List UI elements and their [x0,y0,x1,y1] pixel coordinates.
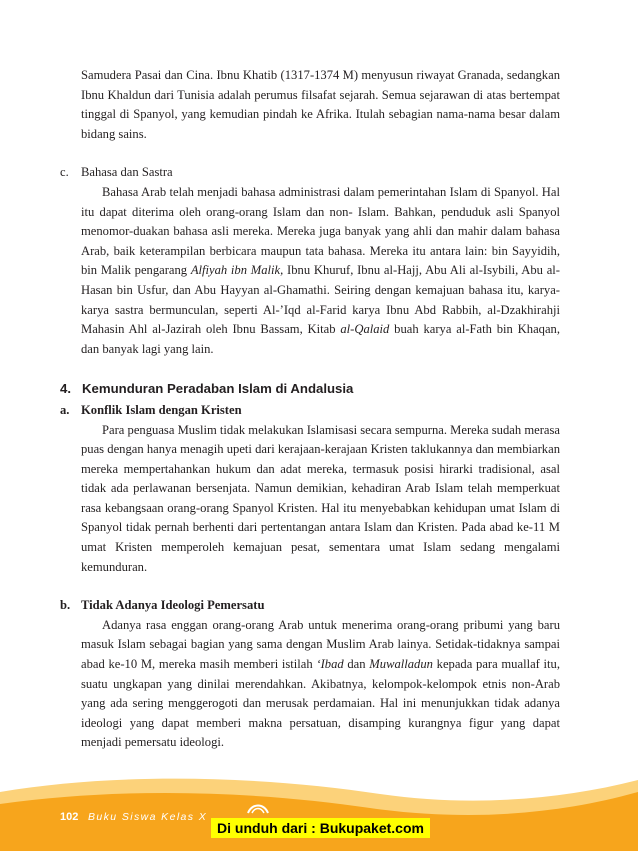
section-4-heading [60,379,560,399]
download-link[interactable]: Di unduh dari : Bukupaket.com [211,818,430,838]
section-a-marker: a. [60,402,70,417]
book-logo-icon [246,797,270,817]
page-content [60,66,560,753]
section-c-title: Bahasa dan Sastra [81,165,173,180]
section-c-heading [60,163,560,183]
section-a-heading [60,401,560,421]
section-c-marker: c. [60,165,69,180]
page-number: 102 [60,811,79,823]
section-a-paragraph: Para penguasa Muslim tidak melakukan Islamisasi secara sempurna. Mereka sudah merasa puas dengan hanya menagih upeti dari kerajaan-kerajaan Kristen taklukannya dan membiarkan mereka mempertahankan hukum dan adat mereka, termasuk posisi hirarki tradisional, asal tidak ada perlawanan bersenjata. Namun demikian, kehadiran Arab Islam telah memperkuat rasa kebangsaan orang-orang Spanyol Kristen. Hal itu menyebabkan kehidupan umat Islam di Spanyol tidak pernah berhenti dari pertentangan antara Islam dan Kristen. Pada abad ke-11 M umat Kristen memperoleh kemajuan pesat, sementara umat Islam sedang mengalami kemunduran. [81,422,560,574]
section-a-title: Konflik Islam dengan Kristen [81,402,242,417]
section-b-marker: b. [60,598,71,613]
section-b-paragraph: Adanya rasa enggan orang-orang Arab untuk menerima orang-orang pribumi yang baru masuk Islam sebagai bagian yang sama dengan Muslim Arab lainya. Setidak-tidaknya sampai abad ke-10 M, mereka masih memberi istilah ‘Ibad dan Muwalladun kepada para muallaf itu, suatu ungkapan yang dinilai merendahkan. Akibatnya, kelompok-kelompok etnis non-Arab yang ada sering menggerogoti dan merusak perdamaian. Hal ini menunjukkan tidak adanya ideologi yang dapat memberi makna persatuan, disamping kurangnya figur yang dapat menjadi pemersatu ideologi. [81,617,561,750]
section-c-paragraph: Bahasa Arab telah menjadi bahasa administrasi dalam pemerintahan Islam di Spanyol. Hal itu dapat diterima oleh orang-orang Islam dan non- Islam. Bahkan, penduduk asli Spanyol menomor-duakan bahasa asli mereka. Mereka juga banyak yang ahli dan mahir dalam bahasa Arab, baik keterampilan berbicara maupun tata bahasa. Mereka itu antara lain: bin Sayyidih, bin Malik pengarang Alfiyah ibn Malik, Ibnu Khuruf, Ibnu al-Hajj, Abu Ali al-Isybili, Abu al-Hasan bin Usfur, dan Abu Hayyan al-Ghamathi. Seiring dengan kemajuan bahasa itu, karya-karya sastra bermunculan, seperti Al-’Iqd al-Farid karya Ibnu Abd Rabbih, al-Dzakhirahji Mahasin Ahl al-Jazirah oleh Ibnu Bassam, Kitab al-Qalaid buah karya al-Fath bin Khaqan, dan banyak lagi yang lain. [81,184,560,356]
section-b-title: Tidak Adanya Ideologi Pemersatu [81,598,265,613]
section-b-heading [60,596,560,616]
section-4-number: 4. [60,381,71,397]
section-4-title: Kemunduran Peradaban Islam di Andalusia [82,381,354,397]
book-label: Buku Siswa Kelas X [88,811,208,823]
intro-paragraph: Samudera Pasai dan Cina. Ibnu Khatib (1317-1374 M) menyusun riwayat Granada, sedangkan Ibnu Khaldun dari Tunisia adalah perumus filsafat sejarah. Semua sejarawan di atas bertempat tinggal di Spanyol, yang kemudian pindah ke Afrika. Itulah sebagian nama-nama besar dalam bidang sains. [81,68,560,141]
